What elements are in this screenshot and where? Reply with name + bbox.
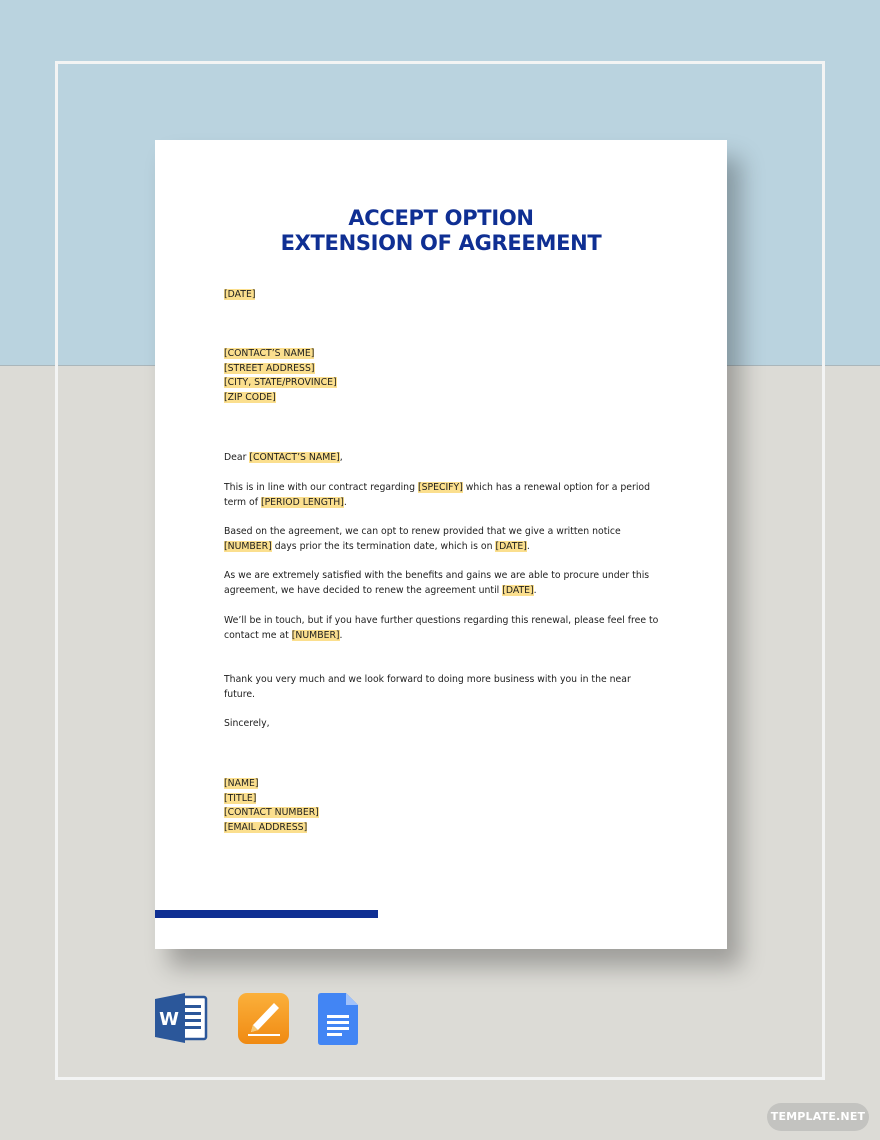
- paragraph-5: Thank you very much and we look forward to doing more business with you in the near future.: [224, 674, 631, 700]
- recipient-street-address: [STREET ADDRESS]: [224, 362, 315, 374]
- signature-name: [NAME]: [224, 778, 259, 789]
- document-page: [155, 140, 727, 949]
- termination-date-placeholder: [DATE]: [495, 540, 527, 552]
- pages-icon[interactable]: [238, 993, 289, 1049]
- salutation-name: [CONTACT’S NAME]: [249, 452, 340, 463]
- contact-number-placeholder: [NUMBER]: [291, 629, 340, 641]
- recipient-block: [224, 347, 660, 405]
- paragraph-1: This is in line with our contract regarding [SPECIFY] which has a renewal option for a period term of [PERIOD LENGTH].: [224, 482, 651, 508]
- closing: Sincerely,: [224, 718, 270, 729]
- signature-block: [224, 777, 660, 835]
- renewal-date-placeholder: [DATE]: [502, 584, 534, 596]
- google-docs-icon[interactable]: [318, 993, 358, 1050]
- title-line-1: ACCEPT OPTION: [348, 206, 534, 230]
- period-length-placeholder: [PERIOD LENGTH]: [260, 496, 344, 508]
- signature-email: [EMAIL ADDRESS]: [224, 821, 308, 833]
- date-line: [224, 288, 660, 303]
- document-title: [155, 206, 727, 256]
- paragraph-4: We’ll be in touch, but if you have further questions regarding this renewal, please feel free to contact me at [NUMBER].: [224, 615, 659, 641]
- recipient-zip-code: [ZIP CODE]: [224, 391, 276, 403]
- signature-title: [TITLE]: [224, 792, 257, 804]
- recipient-city-state: [CITY, STATE/PROVINCE]: [224, 377, 337, 389]
- title-line-2: EXTENSION OF AGREEMENT: [280, 231, 602, 255]
- date-placeholder: [DATE]: [224, 289, 256, 300]
- paragraph-2: Based on the agreement, we can opt to renew provided that we give a written notice [NUMBER] days prior the its termination date, which is on [DATE].: [224, 526, 621, 552]
- salutation: Dear [CONTACT’S NAME],: [224, 452, 343, 463]
- svg-text:W: W: [159, 1009, 179, 1030]
- signature-contact-number: [CONTACT NUMBER]: [224, 807, 319, 819]
- notice-number-placeholder: [NUMBER]: [224, 540, 272, 552]
- footer-accent-bar: [155, 910, 378, 918]
- template-net-watermark: TEMPLATE.NET: [767, 1103, 869, 1131]
- paragraph-3: As we are extremely satisfied with the benefits and gains we are able to procure under this agreement, we have decided to renew the agreement until [DATE].: [224, 570, 650, 596]
- recipient-contact-name: [CONTACT’S NAME]: [224, 348, 315, 359]
- specify-placeholder: [SPECIFY]: [417, 482, 463, 493]
- word-icon[interactable]: [155, 993, 209, 1048]
